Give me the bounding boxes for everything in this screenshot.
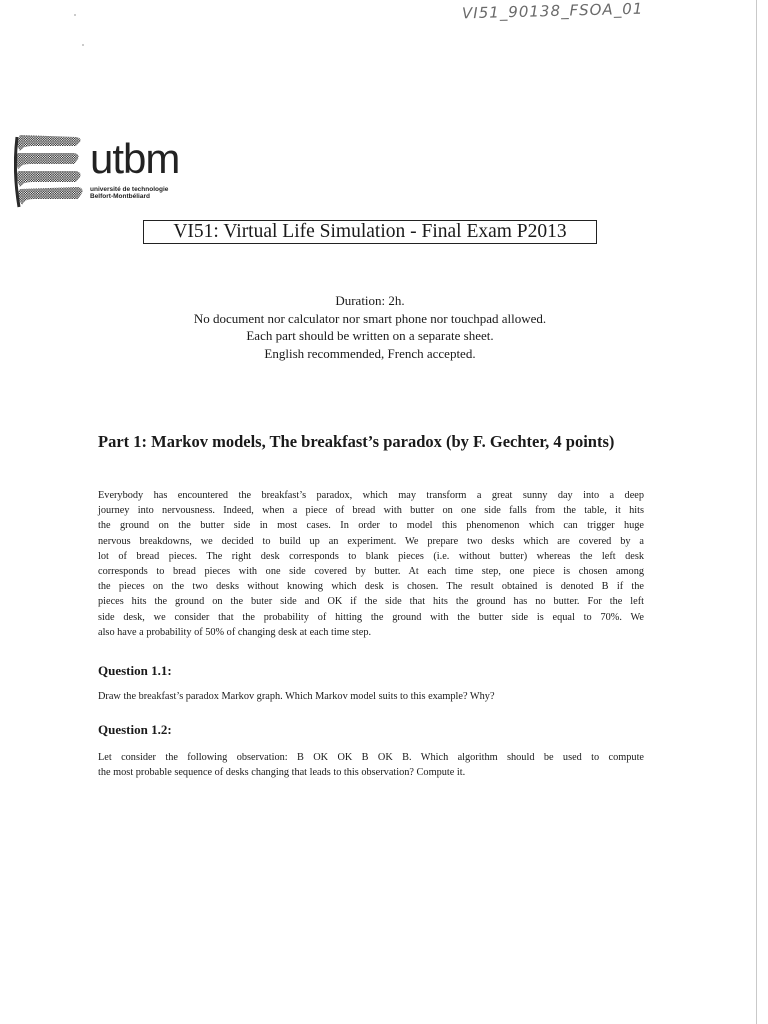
body-line: lot of bread pieces. The right desk corresponds to blank pieces (i.e. without butter) whereas the left desk <box>98 550 644 562</box>
exam-rules <box>100 292 640 362</box>
exam-title: VI51: Virtual Life Simulation - Final Exam P2013 <box>143 220 597 244</box>
body-line: journey into nervousness. Indeed, when a piece of bread with butter on one side falls from the table, it hits <box>98 505 644 517</box>
body-line: nervous breakdowns, we decided to build up an experiment. We prepare two desks which are covered by a <box>98 535 644 547</box>
question-1-1-text <box>98 689 644 704</box>
handwritten-reference: VI51_90138_FSOA_01 <box>461 0 644 23</box>
rule-duration: Duration: 2h. <box>335 293 405 308</box>
body-line: corresponds to bread pieces with one side covered by butter. At each time step, one piece is chosen among <box>98 566 644 578</box>
body-line: the ground on the butter side in most cases. In order to model this phenomenon which can trigger huge <box>98 520 644 532</box>
question-line: Let consider the following observation: B OK OK B OK B. Which algorithm should be used to compute <box>98 752 644 763</box>
logo-wordmark: utbm <box>90 135 180 182</box>
question-1-2-text <box>98 750 644 780</box>
question-1-2-label: Question 1.2: <box>98 722 172 737</box>
logo-subtitle: université de technologie Belfort-Montbéliard <box>90 186 169 200</box>
body-line: the pieces on the two desks without knowing which desk is chosen. The result obtained is denoted B if the <box>98 581 644 593</box>
rule-devices: No document nor calculator nor smart phone nor touchpad allowed. <box>193 310 547 326</box>
scan-speck <box>82 44 84 46</box>
question-line: Draw the breakfast’s paradox Markov graph. Which Markov model suits to this example? Why? <box>98 691 495 702</box>
question-line: the most probable sequence of desks changing that leads to this observation? Compute it. <box>98 767 466 779</box>
page-edge-line <box>756 0 757 1024</box>
part1-title: Part 1: Markov models, The breakfast’s paradox (by F. Gechter, 4 points) <box>98 432 615 451</box>
part1-body <box>98 488 644 640</box>
question-1-1-label: Question 1.1: <box>98 663 172 678</box>
rule-language: English recommended, French accepted. <box>264 345 476 361</box>
body-line: side desk, we consider that the probability of hitting the ground with the butter side is equal to 70%. We <box>98 611 644 623</box>
body-line: pieces hits the ground on the buter side and OK if the side that hits the ground has no butter. For the left <box>98 596 644 608</box>
body-line: also have a probability of 50% of changing desk at each time step. <box>98 626 372 638</box>
scan-speck <box>74 14 76 16</box>
body-line: Everybody has encountered the breakfast’s paradox, which may transform a great sunny day into a deep <box>98 490 644 501</box>
rule-sheets: Each part should be written on a separate sheet. <box>246 328 494 343</box>
